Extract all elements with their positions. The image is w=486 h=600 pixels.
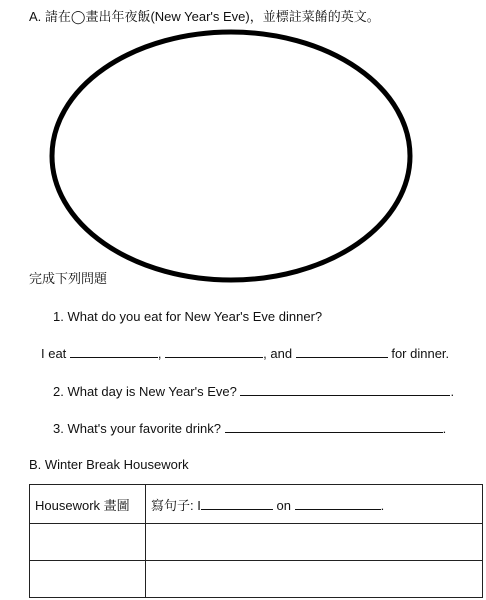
- answer-1-blank-1[interactable]: [70, 345, 158, 358]
- section-a-title: A. 請在◯畫出年夜飯(New Year's Eve)，並標註菜餚的英文。: [29, 9, 380, 24]
- header-sentence-end: .: [380, 497, 385, 513]
- question-2-end: .: [450, 384, 455, 399]
- question-2: 2. What day is New Year's Eve?: [53, 384, 237, 399]
- question-3-line: [53, 420, 446, 437]
- header-blank-1[interactable]: [201, 497, 273, 510]
- questions-heading: 完成下列問題: [29, 271, 108, 286]
- header-sentence-cell: [146, 485, 483, 524]
- drawing-cell[interactable]: [30, 524, 146, 561]
- header-sentence-prefix: 寫句子: I: [151, 497, 201, 513]
- answer-1-line: [41, 345, 449, 362]
- header-sentence-middle: on: [276, 497, 291, 513]
- question-3: 3. What's your favorite drink?: [53, 421, 221, 436]
- table-row: [30, 561, 483, 598]
- question-1: 1. What do you eat for New Year's Eve dinner?: [53, 309, 323, 324]
- answer-1-comma-2: , and: [263, 346, 293, 361]
- table-header-row: [30, 485, 483, 524]
- answer-1-blank-2[interactable]: [165, 345, 263, 358]
- answer-3-blank[interactable]: [225, 420, 443, 433]
- drawing-cell[interactable]: [30, 561, 146, 598]
- section-b-title: B. Winter Break Housework: [29, 457, 189, 472]
- table-row: [30, 524, 483, 561]
- answer-1-comma-1: ,: [157, 346, 162, 361]
- header-blank-2[interactable]: [295, 497, 381, 510]
- answer-1-start: I eat: [41, 346, 67, 361]
- answer-2-blank[interactable]: [240, 383, 450, 396]
- question-3-end: .: [442, 421, 447, 436]
- answer-1-end: for dinner.: [391, 346, 450, 361]
- answer-1-blank-3[interactable]: [296, 345, 388, 358]
- sentence-cell[interactable]: [146, 561, 483, 598]
- header-housework-cell: Housework 畫圖: [30, 485, 146, 524]
- housework-table: [29, 484, 483, 598]
- sentence-cell[interactable]: [146, 524, 483, 561]
- question-2-line: [53, 383, 454, 400]
